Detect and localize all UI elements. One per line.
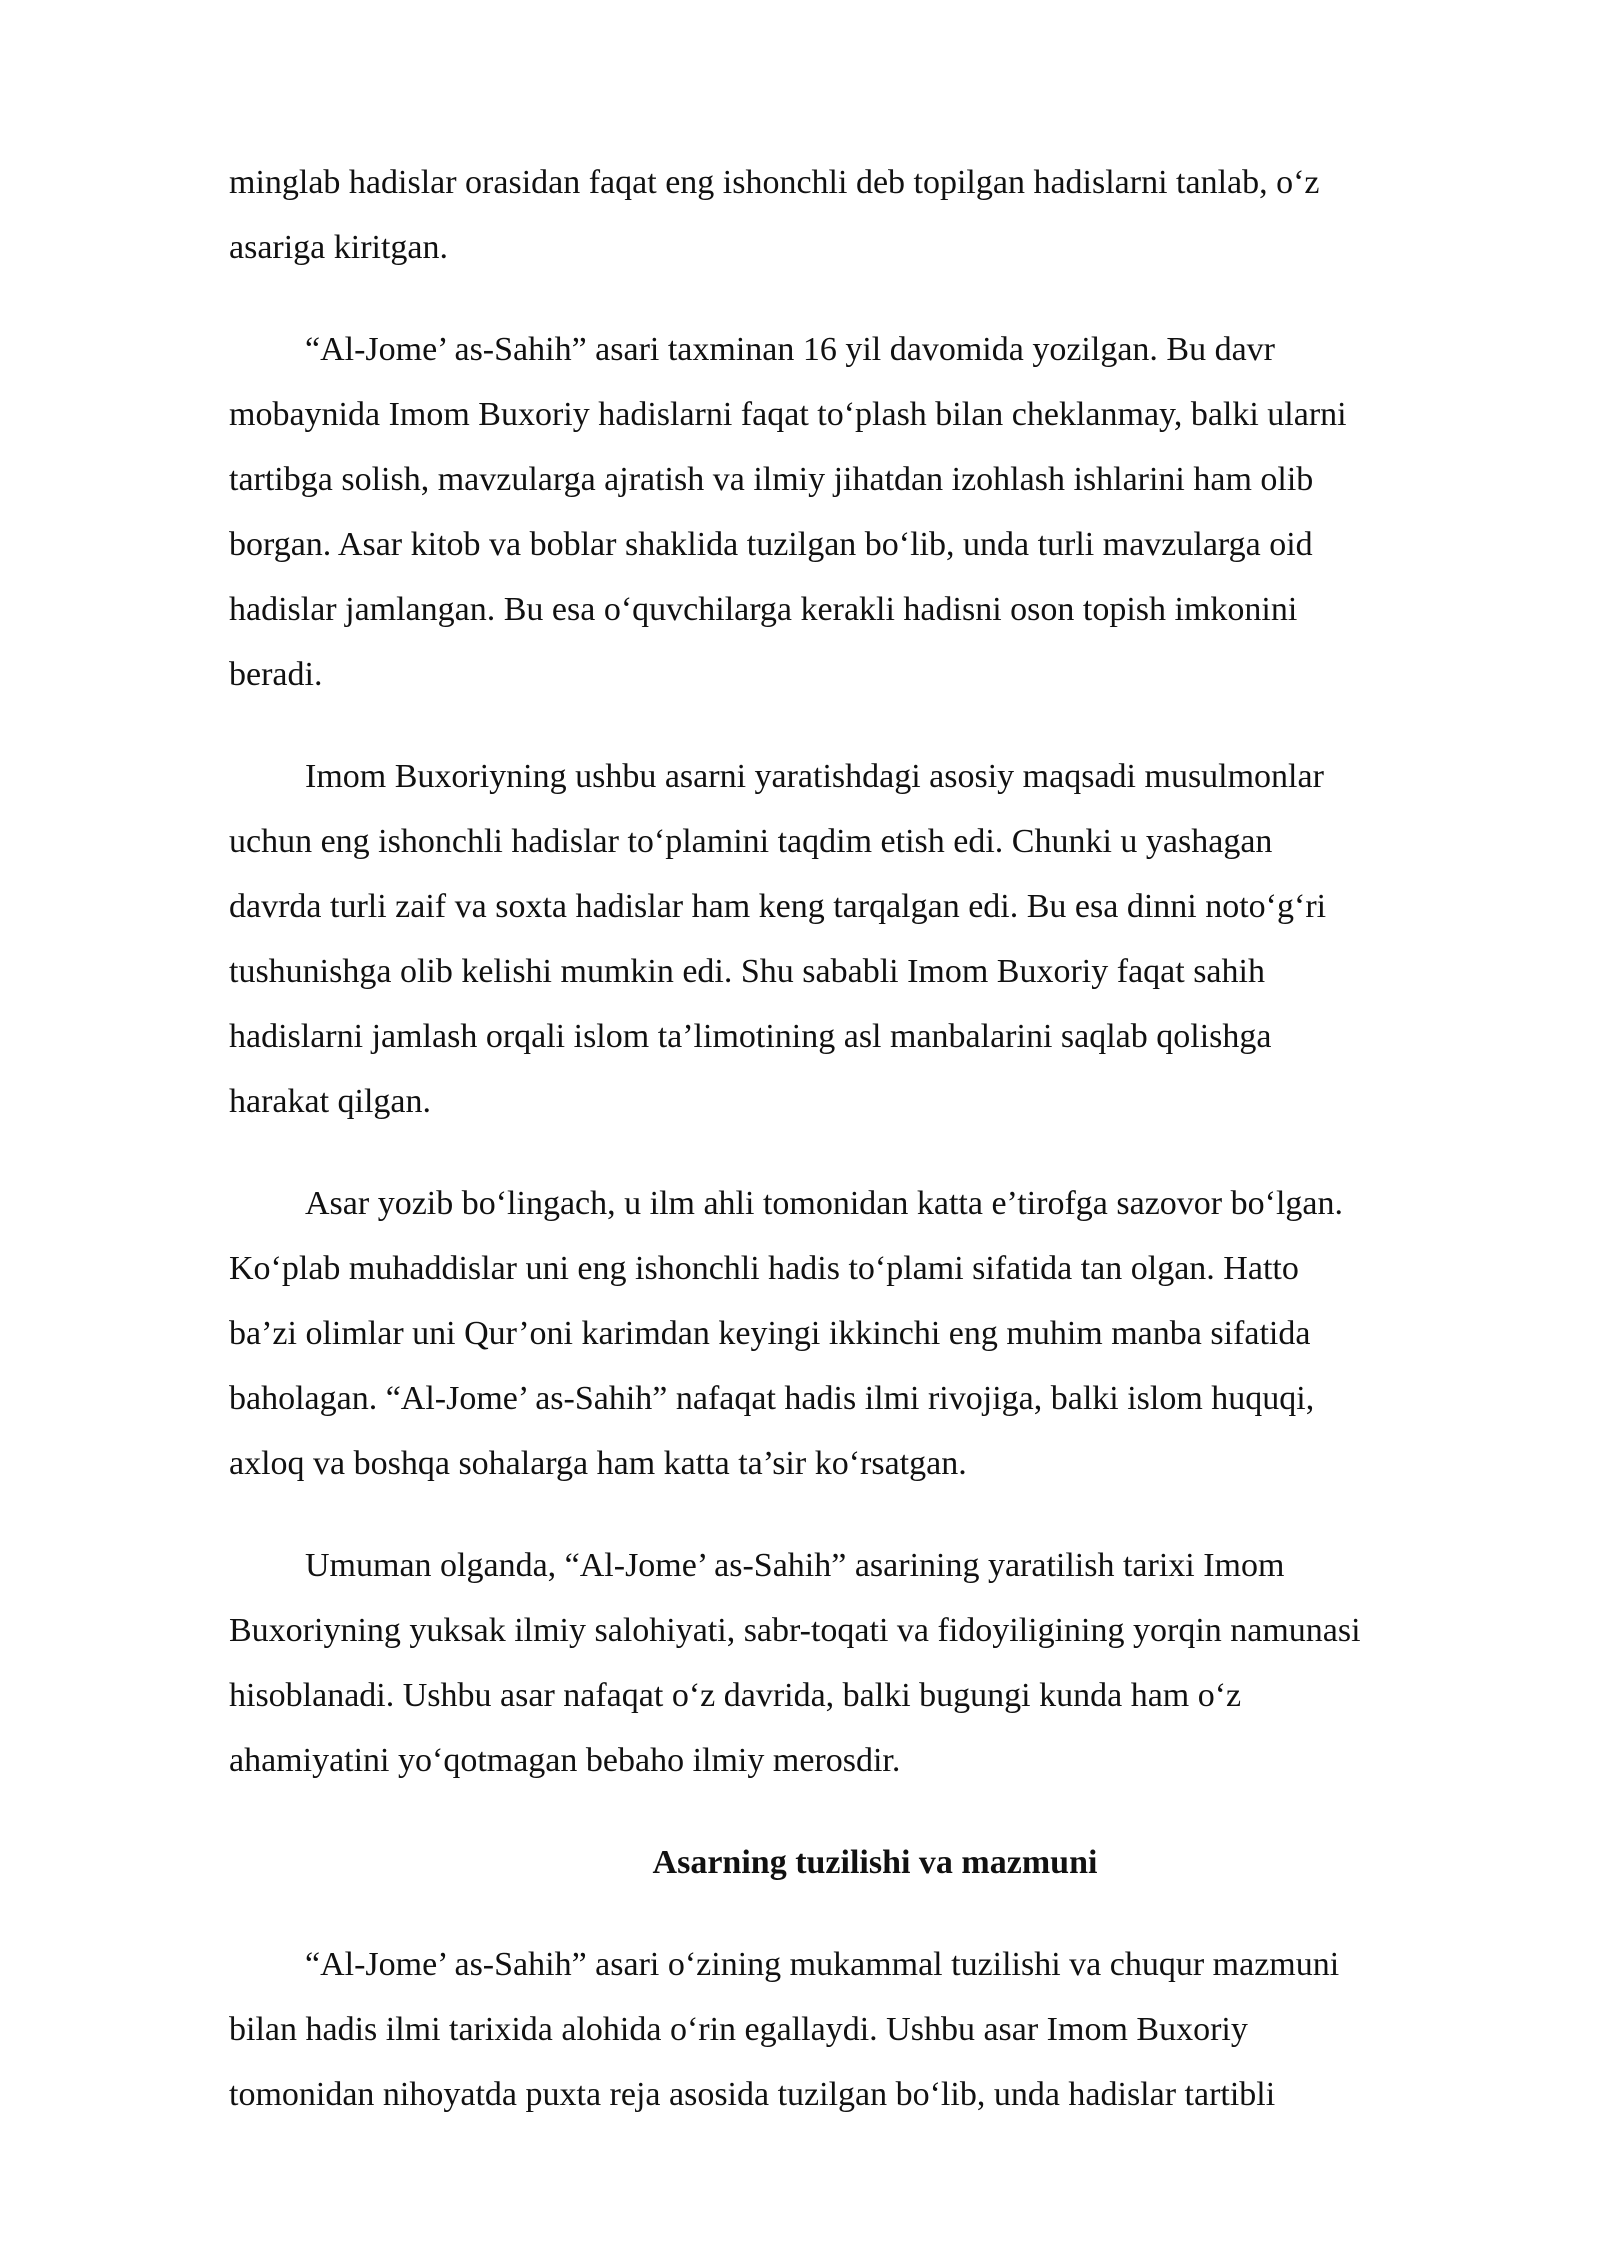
text-line: tomonidan nihoyatda puxta reja asosida tuzilgan bo‘lib, unda hadislar tartibli (229, 2076, 1276, 2113)
text-line: baholagan. “Al-Jome’ as-Sahih” nafaqat hadis ilmi rivojiga, balki islom huquqi, (229, 1380, 1315, 1417)
text-line: bilan hadis ilmi tarixida alohida o‘rin egallaydi. Ushbu asar Imom Buxoriy (229, 2011, 1248, 2048)
text-line: “Al-Jome’ as-Sahih” asari o‘zining mukammal tuzilishi va chuqur mazmuni (305, 1946, 1340, 1983)
paragraph-6 (229, 1932, 1489, 2127)
text-line: axloq va boshqa sohalarga ham katta ta’sir ko‘rsatgan. (229, 1445, 967, 1482)
text-line: hadislar jamlangan. Bu esa o‘quvchilarga kerakli hadisni oson topish imkonini (229, 591, 1298, 628)
text-line: uchun eng ishonchli hadislar to‘plamini taqdim etish edi. Chunki u yashagan (229, 823, 1273, 860)
paragraph-1 (229, 150, 1489, 280)
text-line: ahamiyatini yo‘qotmagan bebaho ilmiy merosdir. (229, 1742, 901, 1779)
text-line: tushunishga olib kelishi mumkin edi. Shu sababli Imom Buxoriy faqat sahih (229, 953, 1265, 990)
text-line: Buxoriyning yuksak ilmiy salohiyati, sabr-toqati va fidoyiligining yorqin namunasi (229, 1612, 1361, 1649)
paragraph-5 (229, 1533, 1489, 1793)
text-line: minglab hadislar orasidan faqat eng ishonchli deb topilgan hadislarni tanlab, o‘z (229, 164, 1320, 201)
document-body (229, 150, 1489, 2164)
text-line: tartibga solish, mavzularga ajratish va ilmiy jihatdan izohlash ishlarini ham olib (229, 461, 1314, 498)
text-line: Ko‘plab muhaddislar uni eng ishonchli hadis to‘plami sifatida tan olgan. Hatto (229, 1250, 1299, 1287)
text-line: asariga kiritgan. (229, 229, 449, 266)
text-line: davrda turli zaif va soxta hadislar ham keng tarqalgan edi. Bu esa dinni noto‘g‘ri (229, 888, 1327, 925)
text-line: ba’zi olimlar uni Qur’oni karimdan keyingi ikkinchi eng muhim manba sifatida (229, 1315, 1311, 1352)
paragraph-3 (229, 744, 1489, 1134)
text-line: Asar yozib bo‘lingach, u ilm ahli tomonidan katta e’tirofga sazovor bo‘lgan. (305, 1185, 1343, 1222)
text-line: mobaynida Imom Buxoriy hadislarni faqat to‘plash bilan cheklanmay, balki ularni (229, 396, 1347, 433)
paragraph-2 (229, 317, 1489, 707)
text-line: borgan. Asar kitob va boblar shaklida tuzilgan bo‘lib, unda turli mavzularga oid (229, 526, 1313, 563)
text-line: Umuman olganda, “Al-Jome’ as-Sahih” asarining yaratilish tarixi Imom (305, 1547, 1285, 1584)
text-line: Imom Buxoriyning ushbu asarni yaratishdagi asosiy maqsadi musulmonlar (305, 758, 1324, 795)
paragraph-4 (229, 1171, 1489, 1496)
section-heading: Asarning tuzilishi va mazmuni (652, 1844, 1098, 1881)
text-line: beradi. (229, 656, 323, 693)
text-line: hadislarni jamlash orqali islom ta’limotining asl manbalarini saqlab qolishga (229, 1018, 1272, 1055)
text-line: harakat qilgan. (229, 1083, 432, 1120)
text-line: hisoblanadi. Ushbu asar nafaqat o‘z davrida, balki bugungi kunda ham o‘z (229, 1677, 1242, 1714)
text-line: “Al-Jome’ as-Sahih” asari taxminan 16 yil davomida yozilgan. Bu davr (305, 331, 1275, 368)
